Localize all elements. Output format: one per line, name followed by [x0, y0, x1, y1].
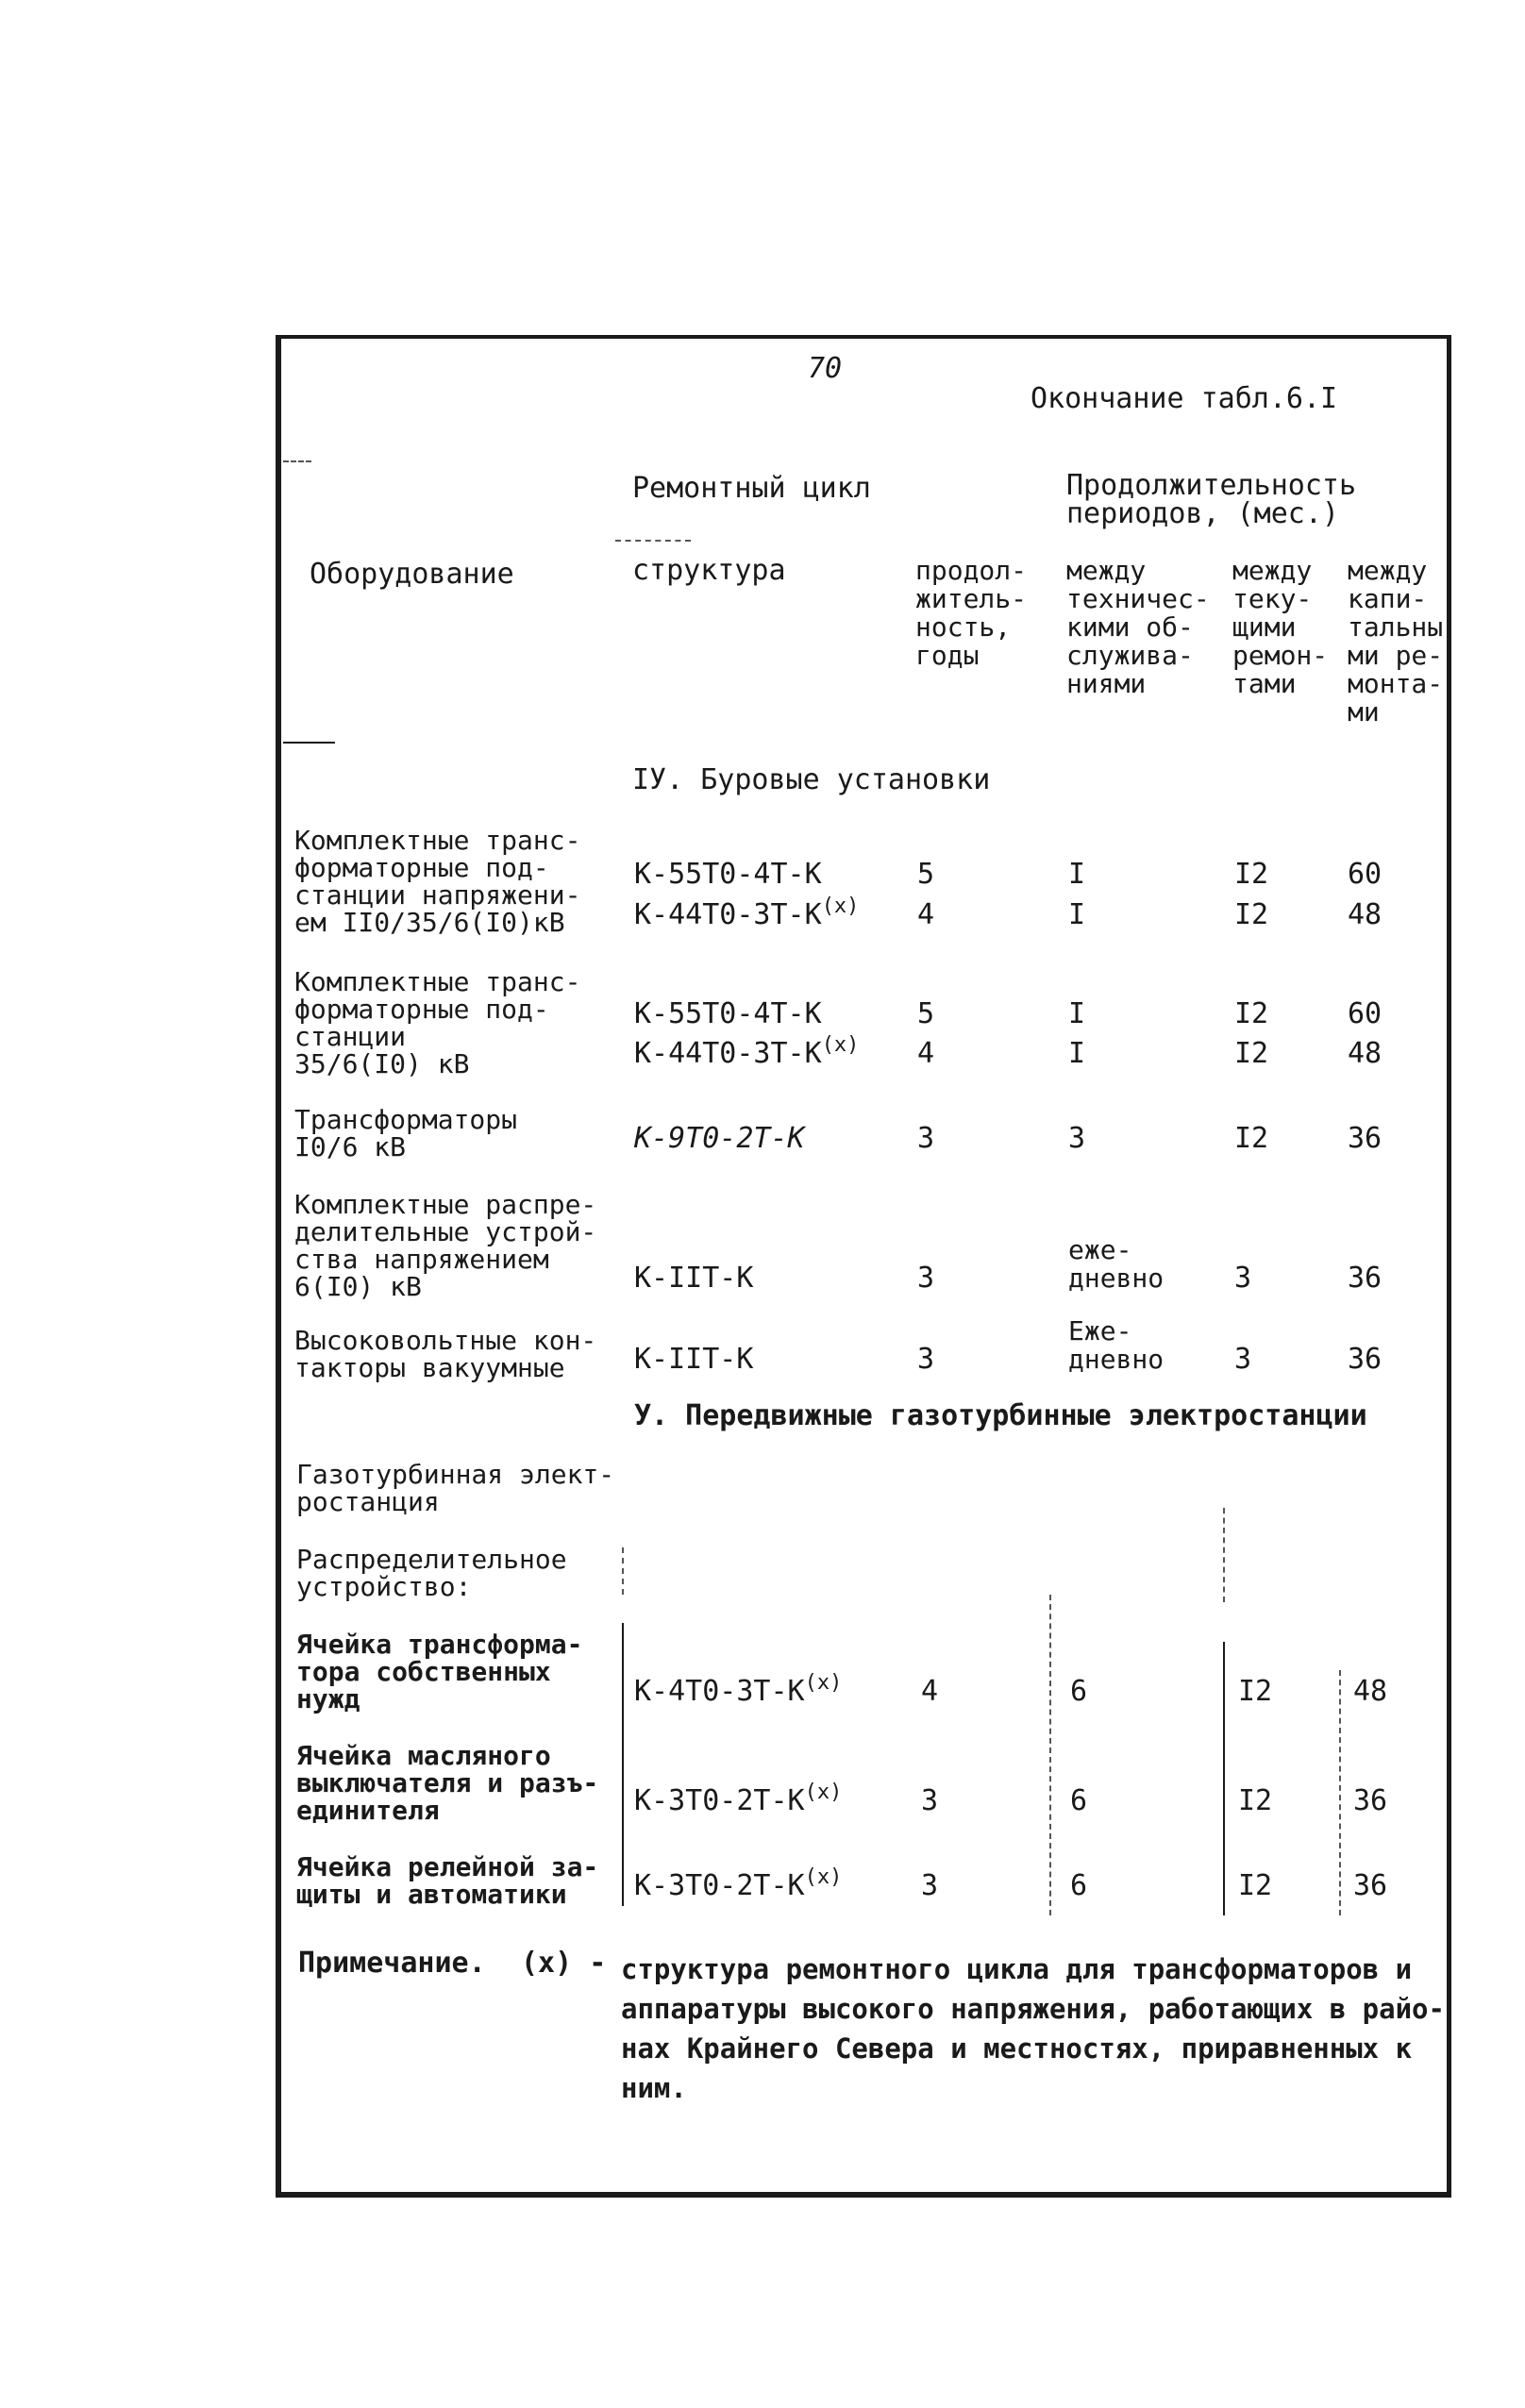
row-iv3-capital: 36 [1348, 1122, 1383, 1155]
row-iv4-tech: еже- дневно [1068, 1234, 1165, 1294]
row-iv1-capital-1: 60 [1348, 858, 1383, 891]
header-structure: структура [632, 554, 786, 587]
row-v2-current: I2 [1238, 1784, 1273, 1817]
row-v1-tech: 6 [1070, 1675, 1088, 1708]
row-iv2-capital-1: 60 [1348, 997, 1383, 1030]
row-iv3-structure: К-9Т0-2Т-К [634, 1122, 805, 1155]
row-iv1-tech-1: I [1068, 858, 1086, 891]
header-periods: Продолжительность периодов, (мес.) [1066, 469, 1357, 530]
note-marker: (х) - [521, 1947, 607, 1980]
row-v1-duration: 4 [921, 1675, 939, 1708]
row-iv4-capital: 36 [1348, 1262, 1383, 1295]
row-v3-tech: 6 [1070, 1869, 1088, 1902]
column-divider [622, 1623, 624, 1906]
row-v3-equipment: Ячейка релейной за- щиты и автоматики [296, 1851, 599, 1910]
column-divider [1223, 1642, 1225, 1915]
row-iv4-structure: К-IIТ-К [634, 1262, 754, 1295]
row-iv5-current: 3 [1234, 1343, 1252, 1376]
column-divider [622, 1547, 624, 1595]
note-text: структура ремонтного цикла для трансформаторов и аппаратуры высокого напряжения, работающих в райо- нах Крайнего Севера и местностях, приравненных к ним. [621, 1953, 1445, 2104]
header-duration-years: продол- житель- ность, годы [915, 555, 1028, 671]
page-number: 70 [808, 352, 843, 385]
row-v3-capital: 36 [1353, 1869, 1388, 1902]
row-v1-equipment: Ячейка трансформа- тора собственных нужд [296, 1629, 583, 1714]
row-iv2-capital-2: 48 [1348, 1037, 1383, 1070]
row-iv1-structure-2: $К-44Т0-3Т-К^{(х)}$ [634, 895, 860, 931]
row-iv2-tech-2: I [1068, 1037, 1086, 1070]
column-divider [1223, 1508, 1225, 1602]
row-iv4-duration: 3 [917, 1262, 935, 1295]
header-repair-cycle: Ремонтный цикл [632, 472, 871, 505]
row-v2-capital: 36 [1353, 1784, 1388, 1817]
header-between-tech: между техничес- кими об- служива- ниями [1066, 555, 1210, 699]
header-equipment: Оборудование [310, 558, 514, 591]
header-stroke [283, 742, 335, 744]
row-iv3-tech: 3 [1068, 1122, 1086, 1155]
table-caption: Окончание табл.6.I [1031, 382, 1338, 415]
row-iv2-equipment: Комплектные транс- форматорные под- станции 35/6(I0) кВ [294, 966, 581, 1079]
row-iv2-current-1: I2 [1234, 997, 1269, 1030]
row-v3-current: I2 [1238, 1869, 1273, 1902]
row-iv1-capital-2: 48 [1348, 898, 1383, 931]
row-iv4-equipment: Комплектные распре- делительные устрой- ства напряжением 6(I0) кВ [294, 1189, 597, 1302]
section-iv-title: IУ. Буровые установки [632, 763, 991, 796]
column-divider [1049, 1595, 1051, 1915]
row-iv2-duration-1: 5 [917, 997, 935, 1030]
row-iv1-current-1: I2 [1234, 858, 1269, 891]
row-iv1-current-2: I2 [1234, 898, 1269, 931]
row-v1-structure: $К-4Т0-3Т-К^{(х)}$ [634, 1671, 843, 1708]
row-v3-structure: $К-3Т0-2Т-К^{(х)}$ [634, 1865, 843, 1902]
row-v2-duration: 3 [921, 1784, 939, 1817]
row-iv4-current: 3 [1234, 1262, 1252, 1295]
note-label: Примечание. [298, 1947, 486, 1980]
row-v2-tech: 6 [1070, 1784, 1088, 1817]
row-iv2-current-2: I2 [1234, 1037, 1269, 1070]
row-v2-structure: $К-3Т0-2Т-К^{(х)}$ [634, 1781, 843, 1817]
row-iv5-capital: 36 [1348, 1343, 1383, 1376]
row-iv5-equipment: Высоковольтные кон- такторы вакуумные [294, 1325, 597, 1383]
row-v-title-gas-turbine: Газотурбинная элект- ростанция [296, 1459, 615, 1517]
row-iv5-duration: 3 [917, 1343, 935, 1376]
row-iv3-equipment: Трансформаторы I0/6 кВ [294, 1104, 518, 1162]
row-iv2-tech-1: I [1068, 997, 1086, 1030]
section-v-title: У. Передвижные газотурбинные электростанции [634, 1399, 1367, 1432]
row-iv1-duration-2: 4 [917, 898, 935, 931]
row-iv3-duration: 3 [917, 1122, 935, 1155]
row-v1-current: I2 [1238, 1675, 1273, 1708]
row-v2-equipment: Ячейка масляного выключателя и разъ- единителя [296, 1740, 599, 1826]
row-iv2-duration-2: 4 [917, 1037, 935, 1070]
header-between-current: между теку- щими ремон- тами [1232, 555, 1329, 699]
header-stroke [283, 460, 311, 462]
column-divider [1339, 1670, 1341, 1915]
row-iv2-structure-2: $К-44Т0-3Т-К^{(х)}$ [634, 1033, 860, 1070]
row-iv2-structure-1: К-55Т0-4Т-К [634, 997, 822, 1030]
row-iv1-tech-2: I [1068, 898, 1086, 931]
row-iv1-structure-1: К-55Т0-4Т-К [634, 858, 822, 891]
row-iv5-structure: К-IIТ-К [634, 1343, 754, 1376]
row-iv1-duration-1: 5 [917, 858, 935, 891]
row-v1-capital: 48 [1353, 1675, 1388, 1708]
row-iv1-equipment: Комплектные транс- форматорные под- станции напряжени- ем II0/35/6(I0)кВ [294, 825, 581, 938]
row-iv5-tech: Еже- дневно [1068, 1315, 1165, 1375]
row-v-title-distribution: Распределительное устройство: [296, 1544, 567, 1602]
row-iv3-current: I2 [1234, 1122, 1269, 1155]
header-between-capital: между капи- тальны ми ре- монта- ми [1348, 555, 1444, 727]
header-stroke [615, 540, 691, 542]
row-v3-duration: 3 [921, 1869, 939, 1902]
